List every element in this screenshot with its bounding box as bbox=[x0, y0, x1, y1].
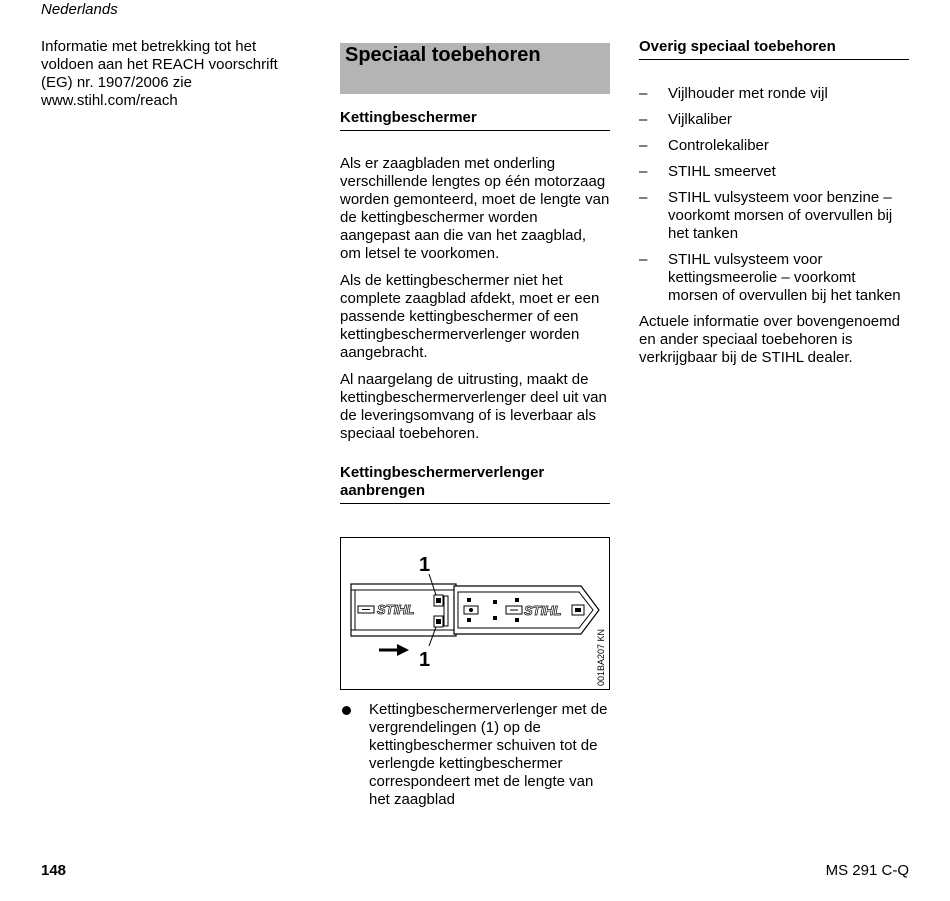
instruction-list bbox=[340, 701, 610, 809]
paragraph: Als de kettingbeschermer niet het complete zaagblad afdekt, moet er een passende kettingbeschermer of een kettingbeschermerverlenger worden aangebracht. bbox=[340, 272, 600, 361]
lock-bottom-inner bbox=[436, 619, 441, 624]
paragraph: Al naargelang de uitrusting, maakt de kettingbeschermerverlenger deel uit van de leveringsomvang of is leverbaar als speciaal toebehoren. bbox=[340, 371, 607, 442]
heading-line: Kettingbeschermerverlenger bbox=[340, 464, 545, 481]
section-body bbox=[340, 155, 610, 443]
dash-icon: – bbox=[639, 251, 648, 268]
page-number: 148 bbox=[41, 862, 67, 879]
lock-top-inner bbox=[436, 598, 441, 603]
figure-chain-guard bbox=[340, 537, 610, 690]
list-item bbox=[639, 85, 909, 103]
language-label: Nederlands bbox=[41, 1, 118, 18]
item-text: STIHL smeervet bbox=[668, 163, 776, 180]
section-banner bbox=[340, 43, 610, 94]
chain-guard-illustration bbox=[341, 538, 609, 689]
list-item bbox=[340, 701, 610, 809]
brand-logo-right: STIHL bbox=[524, 603, 562, 618]
list-item bbox=[639, 137, 909, 155]
dash-icon: – bbox=[639, 163, 648, 180]
list-item bbox=[639, 251, 909, 305]
callout-top-label: 1 bbox=[419, 554, 431, 576]
bullet-icon bbox=[342, 706, 351, 715]
dash-icon: – bbox=[639, 111, 648, 128]
section-heading bbox=[340, 464, 610, 504]
item-text: Vijlhouder met ronde vijl bbox=[668, 85, 828, 102]
section-heading: Overig speciaal toebehoren bbox=[639, 38, 909, 60]
dash-icon: – bbox=[639, 85, 648, 102]
brand-logo-left: STIHL bbox=[377, 602, 415, 617]
callout-bottom-label: 1 bbox=[419, 649, 431, 671]
heading-line: aanbrengen bbox=[340, 482, 426, 499]
list-item bbox=[639, 111, 909, 129]
model-name: MS 291 C-Q bbox=[825, 862, 909, 879]
accessory-list bbox=[639, 85, 909, 367]
paragraph: Als er zaagbladen met onderling verschillende lengtes op één motorzaag worden gemonteerd, moet de lengte van de kettingbeschermer worden aangepast aan die van het zaagblad, om letsel te voorkomen. bbox=[340, 155, 610, 262]
figure-code: 001BA207 KN bbox=[596, 628, 606, 686]
item-text: Vijlkaliber bbox=[668, 111, 732, 128]
dash-icon: – bbox=[639, 189, 648, 206]
banner-title: Speciaal toebehoren bbox=[345, 44, 541, 66]
arrow-head-icon bbox=[397, 644, 409, 656]
section-heading: Kettingbeschermer bbox=[340, 109, 610, 131]
instruction-text: Kettingbeschermerverlenger met de vergrendelingen (1) op de kettingbeschermer schuiven tot de verlengde kettingbeschermer correspondeert met de lengte van het zaagblad bbox=[369, 701, 608, 808]
reach-info-text: Informatie met betrekking tot het voldoen aan het REACH voorschrift (EG) nr. 1907/2006 zie www.stihl.com/reach bbox=[41, 38, 278, 109]
item-text: STIHL vulsysteem voor benzine – voorkomt morsen of overvullen bij het tanken bbox=[668, 189, 893, 242]
section-verlenger bbox=[340, 464, 610, 504]
closing-text: Actuele informatie over bovengenoemd en ander speciaal toebehoren is verkrijgbaar bij de STIHL dealer. bbox=[639, 313, 900, 366]
list-item bbox=[639, 163, 909, 181]
item-text: STIHL vulsysteem voor kettingsmeerolie – voorkomt morsen of overvullen bij het tanken bbox=[668, 251, 901, 304]
lock-rail bbox=[444, 596, 448, 626]
dash-icon: – bbox=[639, 137, 648, 154]
item-text: Controlekaliber bbox=[668, 137, 769, 154]
section-kettingbeschermer bbox=[340, 109, 610, 131]
section-overig bbox=[639, 38, 909, 60]
list-item bbox=[639, 189, 909, 243]
